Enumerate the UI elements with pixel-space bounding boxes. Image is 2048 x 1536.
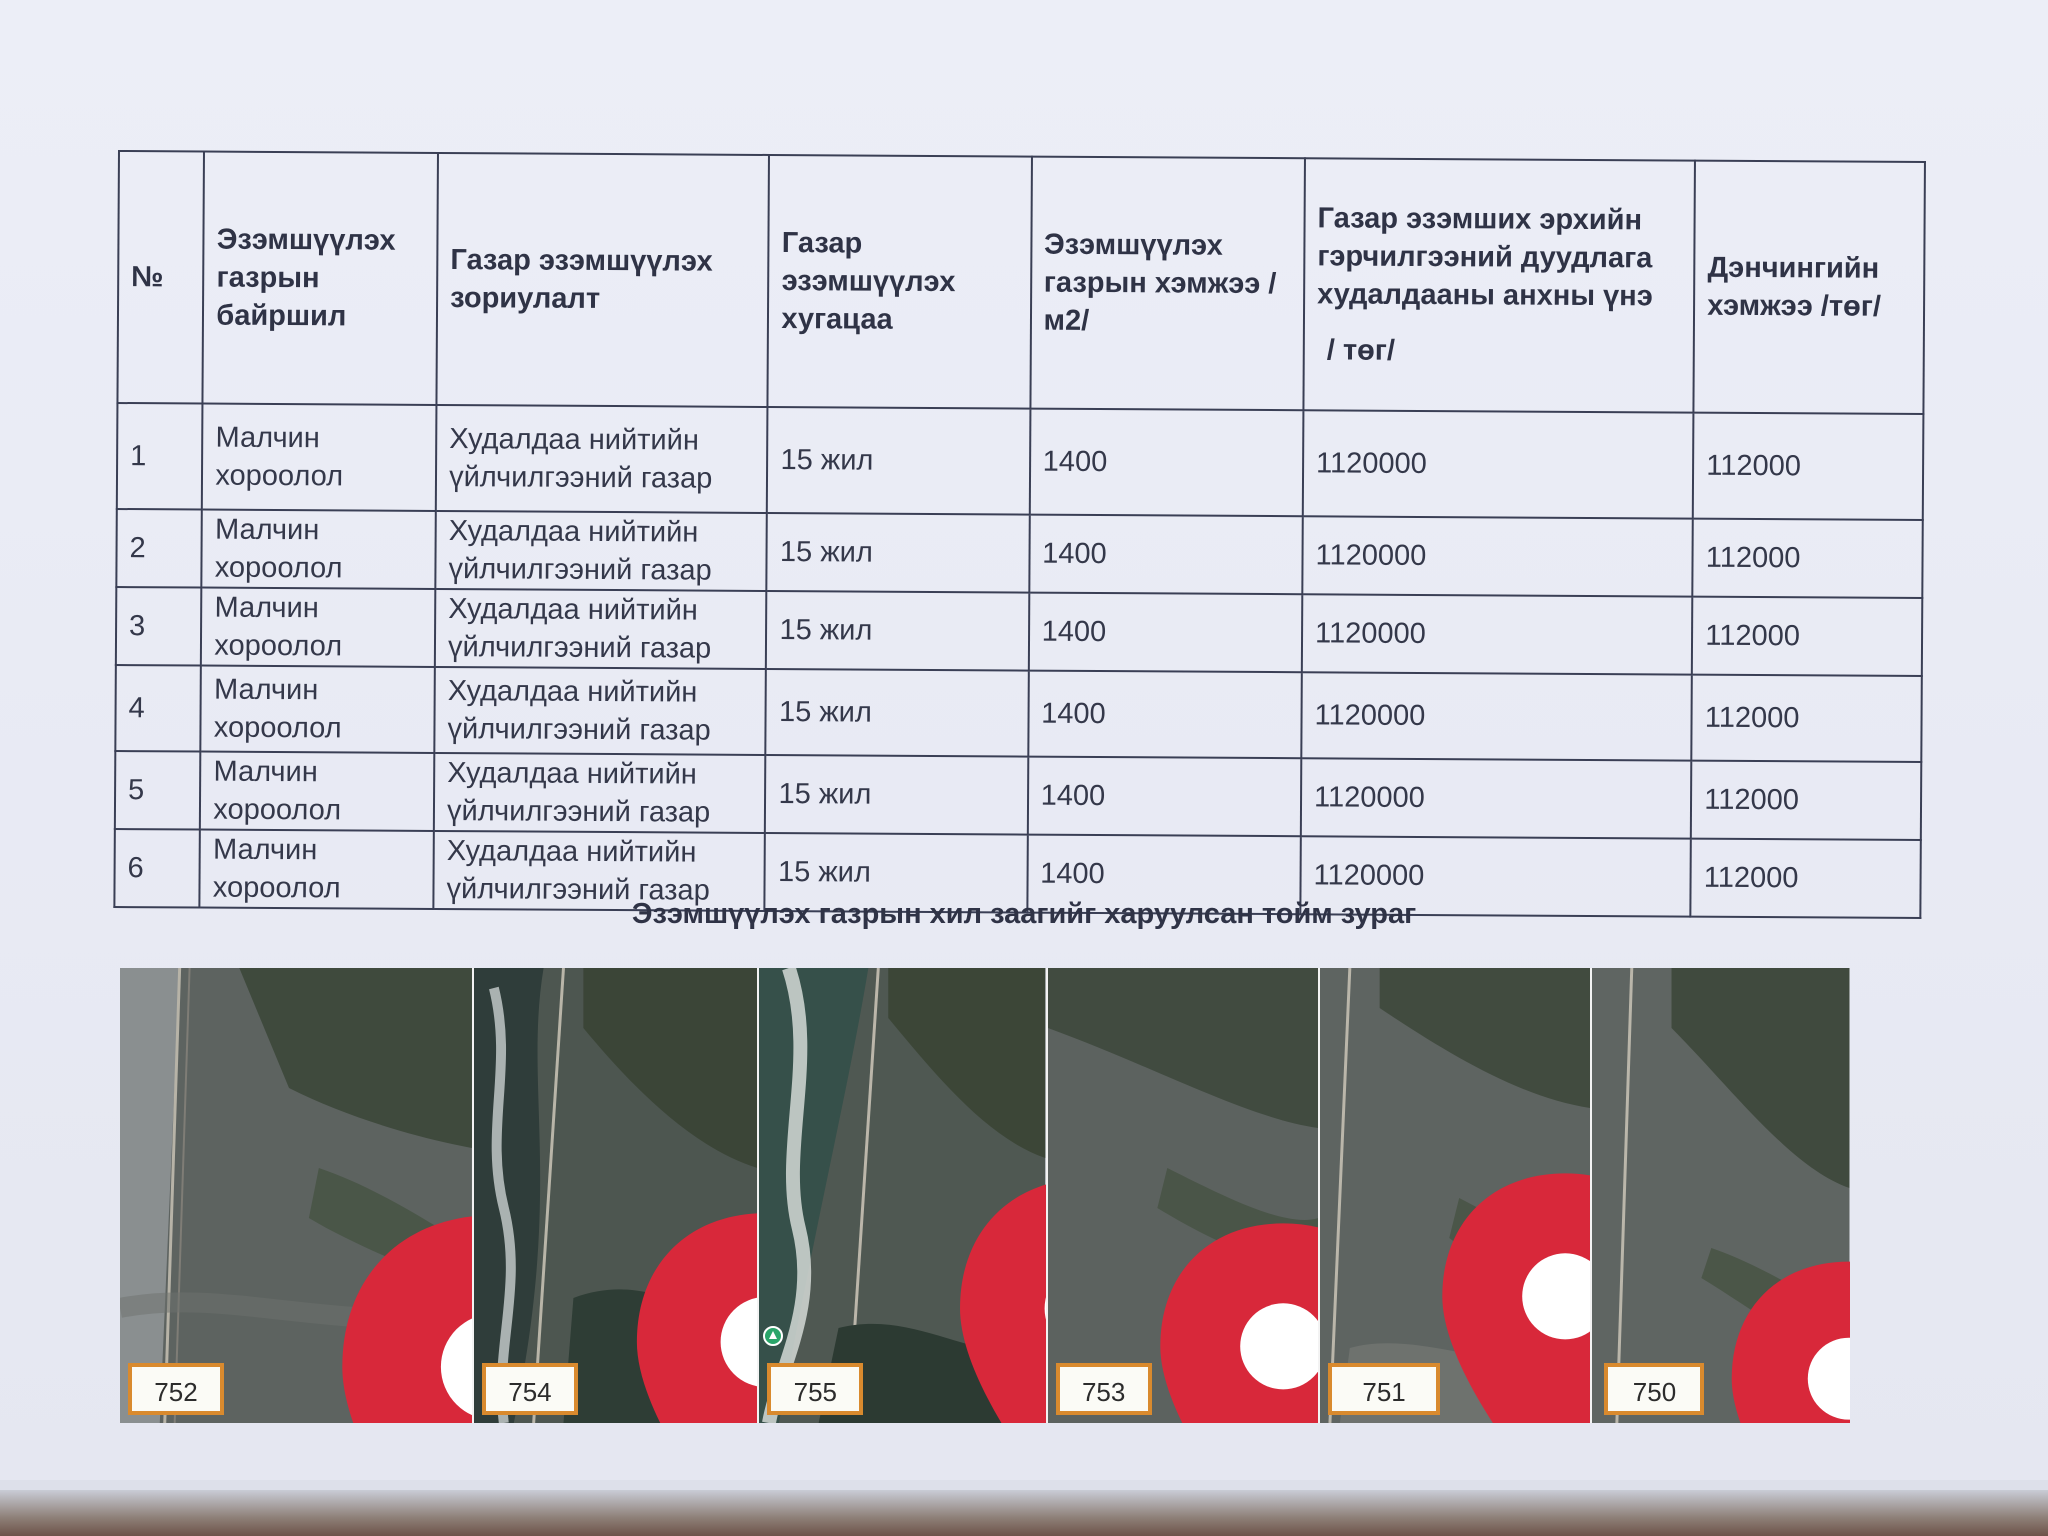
cell-size: 1400 xyxy=(1029,409,1303,517)
satellite-map-753 xyxy=(1048,968,1320,1423)
table-header-row xyxy=(117,151,1925,414)
cell-size: 1400 xyxy=(1028,593,1302,673)
satellite-map-755 xyxy=(759,968,1047,1423)
cell-size: 1400 xyxy=(1029,515,1303,595)
cell-location: Малчин хороолол xyxy=(201,588,435,667)
cell-location: Малчин хороолол xyxy=(202,510,436,589)
table-row xyxy=(116,509,1922,598)
header-no: № xyxy=(117,151,204,404)
cell-purpose: Худалдаа нийтийн үйлчилгээний газар xyxy=(436,405,768,513)
satellite-map-752 xyxy=(120,968,474,1423)
table-row xyxy=(115,751,1921,840)
header-location: Эзэмшүүлэх газрын байршил xyxy=(203,152,438,405)
cell-no: 1 xyxy=(117,403,203,510)
cell-term: 15 жил xyxy=(767,513,1030,593)
cell-size: 1400 xyxy=(1027,757,1301,837)
cell-no: 2 xyxy=(116,509,202,588)
cell-purpose: Худалдаа нийтийн үйлчилгээний газар xyxy=(434,753,766,833)
map-pin-icon xyxy=(624,1166,759,1423)
cell-term: 15 жил xyxy=(765,755,1028,835)
map-label-753: 753 xyxy=(1056,1363,1152,1415)
cell-term: 15 жил xyxy=(766,591,1029,671)
cell-location: Малчин хороолол xyxy=(200,830,434,909)
map-label-754: 754 xyxy=(482,1363,578,1415)
header-purpose: Газар эзэмшүүлэх зориулалт xyxy=(437,153,770,407)
cell-purpose: Худалдаа нийтийн үйлчилгээний газар xyxy=(434,667,766,755)
cell-purpose: Худалдаа нийтийн үйлчилгээний газар xyxy=(435,589,767,669)
cell-location: Малчин хороолол xyxy=(201,666,435,753)
cell-deposit: 112000 xyxy=(1691,761,1921,840)
map-pin-icon xyxy=(318,1200,474,1423)
cell-deposit: 112000 xyxy=(1692,675,1922,762)
cell-size: 1400 xyxy=(1027,835,1301,915)
map-label-755: 755 xyxy=(767,1363,863,1415)
satellite-map-751 xyxy=(1320,968,1592,1423)
header-size: Эзэмшүүлэх газрын хэмжээ /м2/ xyxy=(1030,157,1305,411)
table-row xyxy=(115,665,1921,762)
satellite-map-754 xyxy=(474,968,759,1423)
table-row xyxy=(116,587,1922,676)
map-label-752: 752 xyxy=(128,1363,224,1415)
header-price-text: Газар эзэмших эрхийн гэрчилгээний дуудлага худалдааны анхны үнэ xyxy=(1317,202,1653,313)
map-pin-icon xyxy=(1720,1198,1850,1423)
header-term: Газар эзэмшүүлэх хугацаа xyxy=(768,155,1032,409)
cell-deposit: 112000 xyxy=(1693,519,1923,598)
map-pin-icon xyxy=(947,1133,1047,1423)
cell-price: 1120000 xyxy=(1303,410,1694,518)
map-pin-icon xyxy=(1148,1168,1320,1423)
cell-term: 15 жил xyxy=(766,669,1029,757)
cell-deposit: 112000 xyxy=(1693,413,1923,520)
header-price-unit: / төг/ xyxy=(1326,334,1396,367)
cell-price: 1120000 xyxy=(1301,758,1692,838)
land-auction-table xyxy=(113,150,1926,919)
cell-location: Малчин хороолол xyxy=(202,404,436,511)
table-row xyxy=(117,403,1924,520)
cell-term: 15 жил xyxy=(765,833,1028,913)
cell-price: 1120000 xyxy=(1301,672,1692,760)
cell-no: 3 xyxy=(116,587,202,666)
cell-price: 1120000 xyxy=(1302,516,1693,596)
cell-no: 4 xyxy=(115,665,201,752)
map-pin-icon xyxy=(1430,1118,1592,1423)
cell-purpose: Худалдаа нийтийн үйлчилгээний газар xyxy=(433,831,765,911)
cell-no: 5 xyxy=(115,751,201,830)
cell-price: 1120000 xyxy=(1300,836,1691,916)
cell-deposit: 112000 xyxy=(1691,839,1921,918)
map-label-750: 750 xyxy=(1604,1363,1704,1415)
satellite-map-750 xyxy=(1592,968,1850,1423)
map-section-caption: Эзэмшүүлэх газрын хил заагийг харуулсан тойм зураг xyxy=(631,898,1417,930)
satellite-map-strip xyxy=(120,968,1850,1423)
cell-location: Малчин хороолол xyxy=(200,752,434,831)
map-label-751: 751 xyxy=(1328,1363,1440,1415)
background-surface xyxy=(0,1490,2048,1536)
location-marker-icon xyxy=(763,1326,783,1346)
header-price xyxy=(1303,158,1695,412)
cell-price: 1120000 xyxy=(1302,594,1693,674)
cell-purpose: Худалдаа нийтийн үйлчилгээний газар xyxy=(435,511,767,591)
cell-no: 6 xyxy=(114,829,200,908)
header-deposit: Дэнчингийн хэмжээ /төг/ xyxy=(1694,161,1925,414)
cell-deposit: 112000 xyxy=(1692,597,1922,676)
cell-term: 15 жил xyxy=(767,407,1030,515)
cell-size: 1400 xyxy=(1028,671,1302,759)
